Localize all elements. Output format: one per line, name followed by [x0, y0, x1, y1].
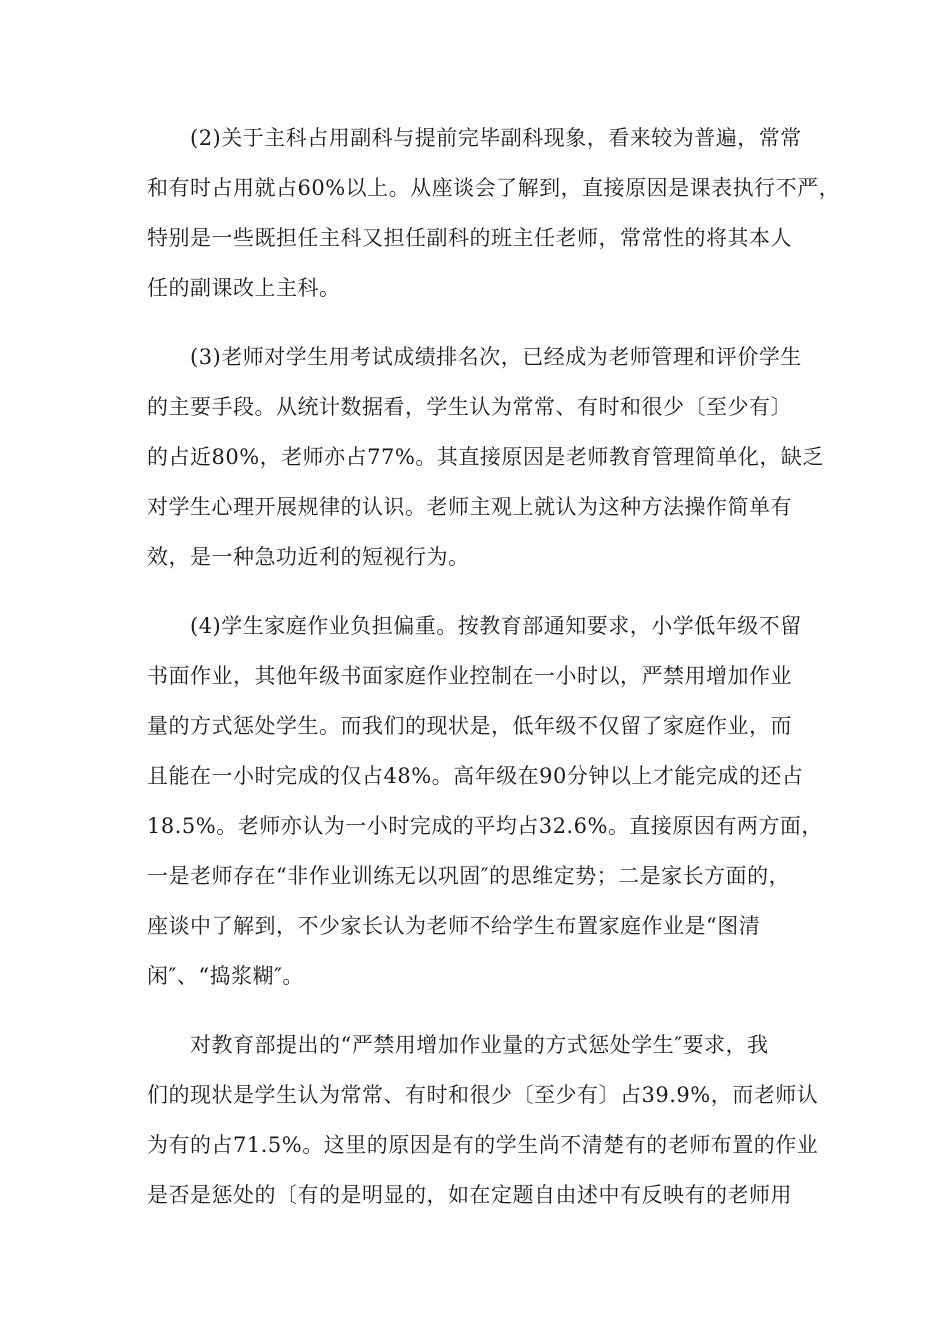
text-line: 18.5%。老师亦认为一小时完成的平均占32.6%。直接原因有两方面， — [147, 814, 823, 838]
text-line: (3)老师对学生用考试成绩排名次，已经成为老师管理和评价学生 — [190, 345, 802, 369]
text-line: 任的副课改上主科。 — [147, 276, 341, 300]
text-line: 是否是惩处的〔有的是明显的，如在定题自由述中有反映有的老师用 — [147, 1183, 792, 1207]
text-line: 们的现状是学生认为常常、有时和很少〔至少有〕占39.9%，而老师认 — [147, 1083, 819, 1107]
text-line: 座谈中了解到，不少家长认为老师不给学生布置家庭作业是“图清 — [147, 914, 761, 938]
text-line: 对教育部提出的“严禁用增加作业量的方式惩处学生″要求，我 — [190, 1033, 769, 1057]
text-line: 书面作业，其他年级书面家庭作业控制在一小时以，严禁用增加作业 — [147, 664, 792, 688]
text-line: 的占近80%，老师亦占77%。其直接原因是老师教育管理简单化，缺乏 — [147, 445, 824, 469]
text-line: (4)学生家庭作业负担偏重。按教育部通知要求，小学低年级不留 — [190, 614, 802, 638]
text-line: 且能在一小时完成的仅占48%。高年级在90分钟以上才能完成的还占 — [147, 764, 804, 788]
text-line: 为有的占71.5%。这里的原因是有的学生尚不清楚有的老师布置的作业 — [147, 1133, 819, 1157]
text-line: (2)关于主科占用副科与提前完毕副科现象，看来较为普遍，常常 — [190, 126, 802, 150]
text-line: 闲″、“捣浆糊″。 — [147, 964, 304, 988]
text-line: 对学生心理开展规律的认识。老师主观上就认为这种方法操作简单有 — [147, 495, 792, 519]
text-line: 的主要手段。从统计数据看，学生认为常常、有时和很少〔至少有〕 — [147, 395, 792, 419]
text-line: 和有时占用就占60%以上。从座谈会了解到，直接原因是课表执行不严， — [147, 176, 841, 200]
text-line: 效，是一种急功近利的短视行为。 — [147, 545, 470, 569]
text-line: 一是老师存在“非作业训练无以巩固″的思维定势；二是家长方面的， — [147, 864, 791, 888]
text-line: 特别是一些既担任主科又担任副科的班主任老师，常常性的将其本人 — [147, 226, 792, 250]
text-line: 量的方式惩处学生。而我们的现状是，低年级不仅留了家庭作业，而 — [147, 714, 792, 738]
